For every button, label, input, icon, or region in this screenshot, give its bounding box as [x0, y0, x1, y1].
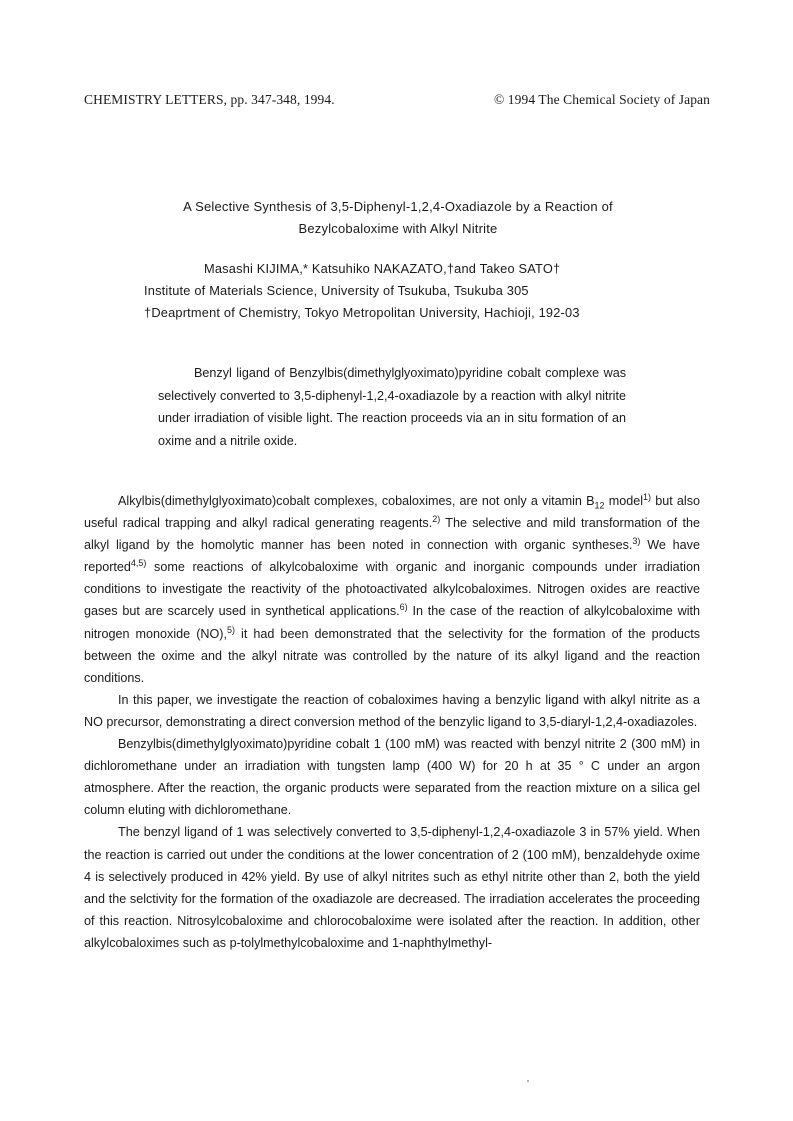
- ref-1: 1): [643, 492, 652, 502]
- ref-4-5: 4,5): [130, 558, 147, 569]
- paper-title: [84, 196, 712, 240]
- paragraph-1: [84, 490, 700, 689]
- ref-2: 2): [432, 514, 441, 525]
- journal-citation: CHEMISTRY LETTERS, pp. 347-348, 1994.: [84, 92, 335, 107]
- p1-h: In the case of the reaction of alkylcobaloxime with nitrogen monoxide (NO),: [84, 604, 700, 641]
- author-names: Masashi KIJIMA,* Katsuhiko NAKAZATO,†and Takeo SATO†: [204, 261, 561, 276]
- p1-a: Alkylbis(dimethylglyoximato)cobalt complexes, cobaloximes, are not only a vitamin B: [118, 494, 595, 508]
- affiliation-1: Institute of Materials Science, University of Tsukuba, Tsukuba 305: [144, 283, 529, 298]
- p1-g: some reactions of alkylcobaloxime with organic and inorganic compounds under irradiation conditions to investigate the reactivity of the photoactivated alkylcobaloximes. Nitrogen oxides are reactive gases but are scarcely used in synthetical applications.: [84, 560, 700, 619]
- ref-5: 5): [226, 624, 235, 635]
- affiliation-2: †Deaprtment of Chemistry, Tokyo Metropolitan University, Hachioji, 192-03: [144, 305, 580, 320]
- ref-3: 3): [632, 536, 641, 547]
- p1-f: We have reported: [84, 538, 700, 575]
- title-line-1: A Selective Synthesis of 3,5-Diphenyl-1,2,4-Oxadiazole by a Reaction of: [183, 199, 613, 214]
- title-line-2: Bezylcobaloxime with Alkyl Nitrite: [298, 221, 498, 236]
- p1-i: it had been demonstrated that the selectivity for the formation of the products between the oxime and the alkyl nitrate was controlled by the nature of its alkyl ligand and the reaction conditions.: [84, 626, 700, 685]
- author-block: [84, 258, 712, 324]
- copyright-notice: © 1994 The Chemical Society of Japan: [493, 92, 710, 107]
- scan-speck: [527, 1080, 529, 1082]
- paragraph-4: The benzyl ligand of 1 was selectively converted to 3,5-diphenyl-1,2,4-oxadiazole 3 in 57% yield. When the reaction is carried out under the conditions at the lower concentration of 2 (100 mM), benzaldehyde oxime 4 is selectively produced in 42% yield. By use of alkyl nitrites such as ethyl nitrite other than 2, both the yield and the selctivity for the formation of the oxadiazole are decreased. The irradiation accelerates the proceeding of this reaction. Nitrosylcobaloxime and chlorocobaloxime were isolated after the reaction. In addition, other alkylcobaloximes such as p-tolylmethylcobaloxime and 1-naphthylmethyl-: [84, 825, 700, 950]
- p1-d: but also useful radical trapping and alkyl radical generating reagents.: [84, 494, 700, 531]
- p1-c: model: [604, 494, 644, 508]
- paragraph-3: Benzylbis(dimethylglyoximato)pyridine cobalt 1 (100 mM) was reacted with benzyl nitrite 2 (300 mM) in dichloromethane under an irradiation with tungsten lamp (400 W) for 20 h at 35 ° C under an argon atmosphere. After the reaction, the organic products were separated from the reaction mixture on a silica gel column eluting with dichloromethane.: [84, 737, 700, 818]
- ref-6: 6): [399, 602, 408, 613]
- p1-e: The selective and mild transformation of the alkyl ligand by the homolytic manner has been noted in connection with organic syntheses.: [84, 516, 701, 553]
- abstract-text: Benzyl ligand of Benzylbis(dimethylglyoximato)pyridine cobalt complexe was selectively converted to 3,5-diphenyl-1,2,4-oxadiazole by a reaction with alkyl nitrite under irradiation of visible light. The reaction proceeds via an in situ formation of an oxime and a nitrile oxide.: [158, 366, 626, 448]
- paragraph-2: In this paper, we investigate the reaction of cobaloximes having a benzylic ligand with alkyl nitrite as a NO precursor, demonstrating a direct conversion method of the benzylic ligand to 3,5-diaryl-1,2,4-oxadiazoles.: [84, 692, 700, 729]
- body-text: [84, 490, 700, 954]
- abstract: [158, 362, 626, 452]
- p1-b12: 12: [594, 500, 605, 511]
